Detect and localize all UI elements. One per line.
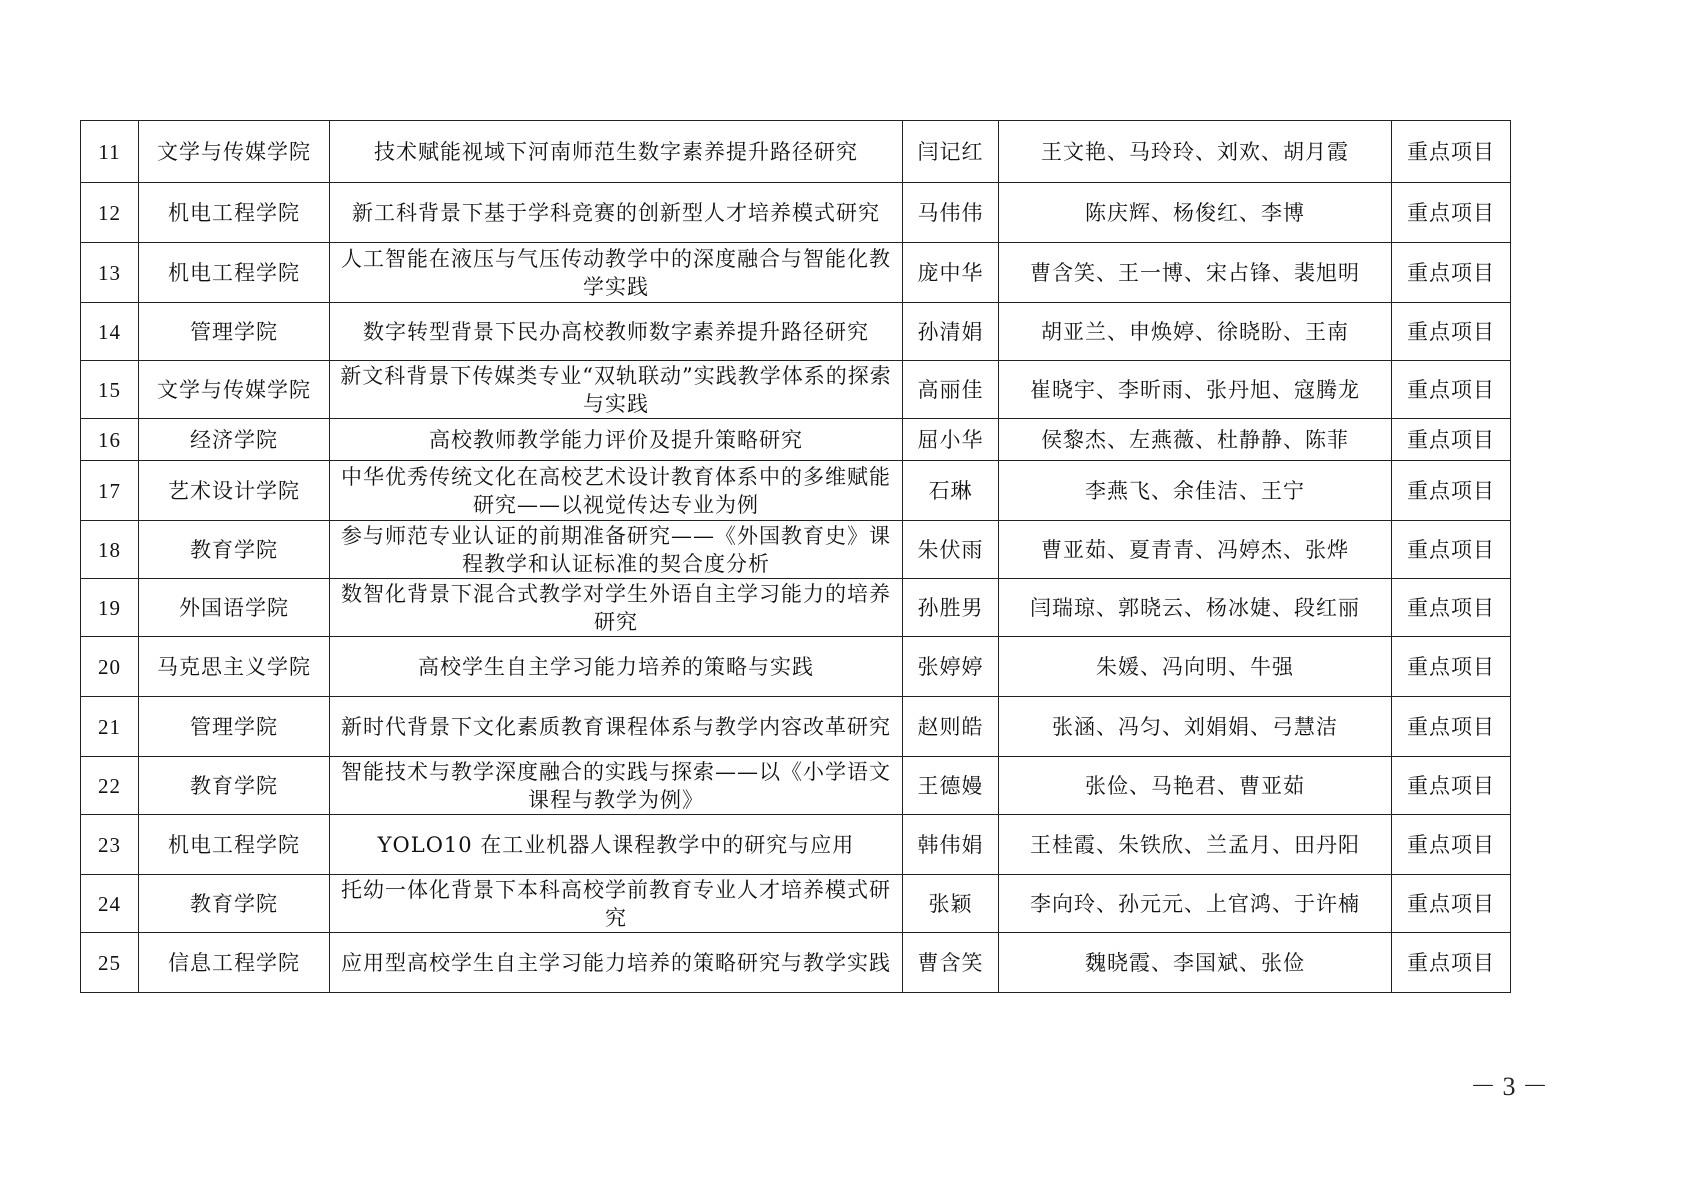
project-type: 重点项目: [1392, 933, 1511, 993]
project-title: 托幼一体化背景下本科高校学前教育专业人才培养模式研究: [330, 875, 903, 933]
project-title: 人工智能在液压与气压传动教学中的深度融合与智能化教学实践: [330, 243, 903, 303]
project-leader: 赵则皓: [903, 697, 999, 757]
table-row: [81, 579, 1511, 637]
college-name: 文学与传媒学院: [139, 361, 330, 419]
team-members: 侯黎杰、左燕薇、杜静静、陈菲: [999, 419, 1392, 461]
table-row: [81, 361, 1511, 419]
project-type: 重点项目: [1392, 183, 1511, 243]
team-members: 胡亚兰、申焕婷、徐晓盼、王南: [999, 303, 1392, 361]
project-leader: 张颖: [903, 875, 999, 933]
team-members: 王文艳、马玲玲、刘欢、胡月霞: [999, 121, 1392, 183]
college-name: 教育学院: [139, 521, 330, 579]
table-row: [81, 121, 1511, 183]
row-number: 23: [81, 815, 139, 875]
table-row: [81, 815, 1511, 875]
project-leader: 闫记红: [903, 121, 999, 183]
table-row: [81, 303, 1511, 361]
project-title: 新工科背景下基于学科竞赛的创新型人才培养模式研究: [330, 183, 903, 243]
project-leader: 孙胜男: [903, 579, 999, 637]
project-type: 重点项目: [1392, 121, 1511, 183]
college-name: 机电工程学院: [139, 183, 330, 243]
project-title: 新时代背景下文化素质教育课程体系与教学内容改革研究: [330, 697, 903, 757]
row-number: 18: [81, 521, 139, 579]
college-name: 机电工程学院: [139, 243, 330, 303]
project-leader: 石琳: [903, 461, 999, 521]
row-number: 12: [81, 183, 139, 243]
project-title: 技术赋能视域下河南师范生数字素养提升路径研究: [330, 121, 903, 183]
project-title: 新文科背景下传媒类专业“双轨联动”实践教学体系的探索与实践: [330, 361, 903, 419]
project-leader: 屈小华: [903, 419, 999, 461]
project-leader: 庞中华: [903, 243, 999, 303]
project-title: 高校教师教学能力评价及提升策略研究: [330, 419, 903, 461]
team-members: 曹亚茹、夏青青、冯婷杰、张烨: [999, 521, 1392, 579]
row-number: 15: [81, 361, 139, 419]
project-type: 重点项目: [1392, 757, 1511, 815]
project-type: 重点项目: [1392, 815, 1511, 875]
project-type: 重点项目: [1392, 637, 1511, 697]
page-number: － 3 －: [1470, 1072, 1549, 1101]
project-leader: 曹含笑: [903, 933, 999, 993]
project-title: YOLO10 在工业机器人课程教学中的研究与应用: [330, 815, 903, 875]
college-name: 管理学院: [139, 303, 330, 361]
project-title: 中华优秀传统文化在高校艺术设计教育体系中的多维赋能研究——以视觉传达专业为例: [330, 461, 903, 521]
project-leader: 朱伏雨: [903, 521, 999, 579]
team-members: 曹含笑、王一博、宋占锋、裴旭明: [999, 243, 1392, 303]
table-row: [81, 521, 1511, 579]
row-number: 22: [81, 757, 139, 815]
table-row: [81, 933, 1511, 993]
college-name: 教育学院: [139, 875, 330, 933]
college-name: 马克思主义学院: [139, 637, 330, 697]
project-title: 智能技术与教学深度融合的实践与探索——以《小学语文课程与教学为例》: [330, 757, 903, 815]
team-members: 陈庆辉、杨俊红、李博: [999, 183, 1392, 243]
project-type: 重点项目: [1392, 875, 1511, 933]
table-row: [81, 757, 1511, 815]
table-row: [81, 243, 1511, 303]
table-row: [81, 875, 1511, 933]
table-row: [81, 697, 1511, 757]
project-title: 参与师范专业认证的前期准备研究——《外国教育史》课程教学和认证标准的契合度分析: [330, 521, 903, 579]
row-number: 17: [81, 461, 139, 521]
team-members: 崔晓宇、李昕雨、张丹旭、寇腾龙: [999, 361, 1392, 419]
college-name: 外国语学院: [139, 579, 330, 637]
team-members: 魏晓霞、李国斌、张俭: [999, 933, 1392, 993]
team-members: 张涵、冯匀、刘娟娟、弓慧洁: [999, 697, 1392, 757]
project-title: 数智化背景下混合式教学对学生外语自主学习能力的培养研究: [330, 579, 903, 637]
project-leader: 马伟伟: [903, 183, 999, 243]
table-row: [81, 183, 1511, 243]
row-number: 25: [81, 933, 139, 993]
project-table: [80, 120, 1511, 993]
row-number: 13: [81, 243, 139, 303]
team-members: 王桂霞、朱铁欣、兰孟月、田丹阳: [999, 815, 1392, 875]
row-number: 19: [81, 579, 139, 637]
project-type: 重点项目: [1392, 419, 1511, 461]
team-members: 朱媛、冯向明、牛强: [999, 637, 1392, 697]
project-leader: 张婷婷: [903, 637, 999, 697]
table-row: [81, 419, 1511, 461]
row-number: 21: [81, 697, 139, 757]
project-type: 重点项目: [1392, 697, 1511, 757]
row-number: 14: [81, 303, 139, 361]
college-name: 文学与传媒学院: [139, 121, 330, 183]
project-title: 应用型高校学生自主学习能力培养的策略研究与教学实践: [330, 933, 903, 993]
team-members: 李向玲、孙元元、上官鸿、于许楠: [999, 875, 1392, 933]
college-name: 艺术设计学院: [139, 461, 330, 521]
college-name: 教育学院: [139, 757, 330, 815]
project-type: 重点项目: [1392, 521, 1511, 579]
row-number: 16: [81, 419, 139, 461]
project-type: 重点项目: [1392, 579, 1511, 637]
row-number: 24: [81, 875, 139, 933]
project-leader: 孙清娟: [903, 303, 999, 361]
project-table-body: [81, 121, 1511, 993]
college-name: 经济学院: [139, 419, 330, 461]
project-type: 重点项目: [1392, 361, 1511, 419]
project-type: 重点项目: [1392, 303, 1511, 361]
college-name: 信息工程学院: [139, 933, 330, 993]
row-number: 20: [81, 637, 139, 697]
project-title: 数字转型背景下民办高校教师数字素养提升路径研究: [330, 303, 903, 361]
project-leader: 韩伟娟: [903, 815, 999, 875]
project-leader: 王德嫚: [903, 757, 999, 815]
college-name: 管理学院: [139, 697, 330, 757]
project-type: 重点项目: [1392, 243, 1511, 303]
college-name: 机电工程学院: [139, 815, 330, 875]
team-members: 张俭、马艳君、曹亚茹: [999, 757, 1392, 815]
project-type: 重点项目: [1392, 461, 1511, 521]
team-members: 李燕飞、余佳洁、王宁: [999, 461, 1392, 521]
table-row: [81, 637, 1511, 697]
team-members: 闫瑞琼、郭晓云、杨冰婕、段红丽: [999, 579, 1392, 637]
row-number: 11: [81, 121, 139, 183]
table-row: [81, 461, 1511, 521]
project-leader: 高丽佳: [903, 361, 999, 419]
project-title: 高校学生自主学习能力培养的策略与实践: [330, 637, 903, 697]
